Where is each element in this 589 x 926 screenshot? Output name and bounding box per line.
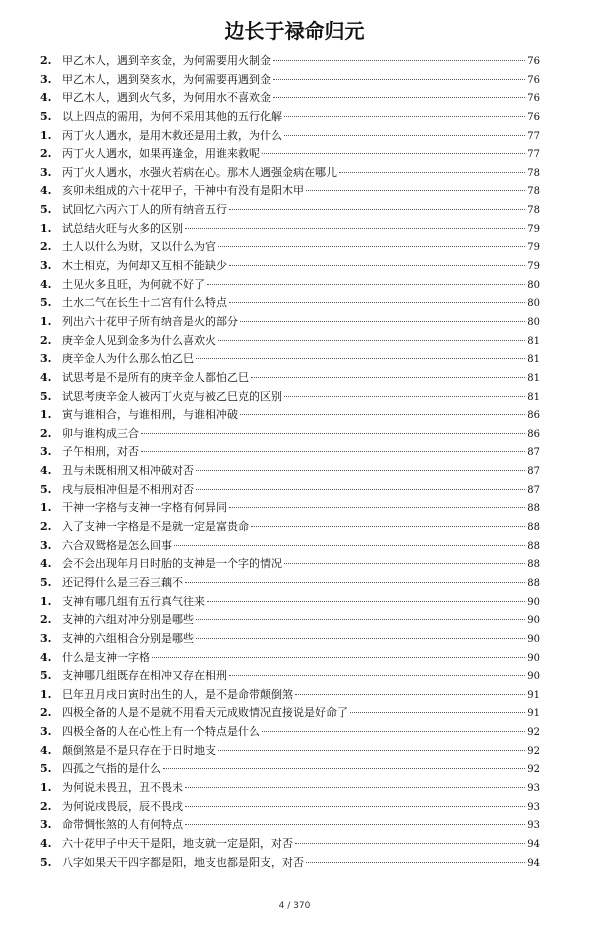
toc-entry-title: 庚辛金人为什么那么怕乙巳	[62, 352, 194, 366]
toc-entry-page: 88	[527, 522, 540, 534]
toc-entry-number: 5.	[40, 482, 52, 496]
toc-entry-title: 子午相刑，对否	[62, 445, 139, 459]
toc-entry[interactable]	[40, 388, 540, 407]
toc-entry-number: 4.	[40, 277, 52, 291]
toc-entry-page: 90	[527, 615, 540, 627]
toc-entry-page: 88	[527, 540, 540, 552]
dot-leader	[262, 731, 525, 732]
toc-entry-body	[62, 71, 540, 91]
dot-leader	[163, 768, 525, 769]
toc-entry-body	[62, 593, 540, 613]
toc-entry[interactable]	[40, 499, 540, 518]
dot-leader	[273, 97, 525, 98]
dot-leader	[262, 153, 525, 154]
toc-entry-number: 3.	[40, 352, 52, 366]
toc-entry-body	[62, 723, 540, 743]
dot-leader	[295, 694, 525, 695]
toc-entry[interactable]	[40, 52, 540, 71]
toc-entry-page: 81	[527, 372, 540, 384]
toc-entry-title: 土见火多且旺，为何就不好了	[62, 277, 205, 291]
toc-entry-page: 78	[527, 167, 540, 179]
toc-entry-number: 5.	[40, 575, 52, 589]
toc-entry-title: 土人以什么为财，又以什么为官	[62, 240, 216, 254]
toc-entry[interactable]	[40, 555, 540, 574]
toc-entry-title: 甲乙木人，遇到癸亥水，为何需要再遇到金	[62, 72, 271, 86]
toc-entry-page: 81	[527, 391, 540, 403]
toc-entry[interactable]	[40, 835, 540, 854]
table-of-contents	[40, 52, 540, 872]
toc-entry-body	[62, 779, 540, 799]
toc-entry-title: 戌与辰相冲但是不相刑对否	[62, 482, 194, 496]
toc-entry-page: 79	[527, 261, 540, 273]
toc-entry-body	[62, 649, 540, 669]
dot-leader	[284, 563, 525, 564]
dot-leader	[196, 638, 525, 639]
toc-entry-page: 94	[527, 857, 540, 869]
toc-entry-number: 4.	[40, 557, 52, 571]
toc-entry[interactable]	[40, 294, 540, 313]
dot-leader	[240, 414, 525, 415]
toc-entry-number: 3.	[40, 538, 52, 552]
toc-entry-page: 93	[527, 820, 540, 832]
toc-entry-body	[62, 611, 540, 631]
toc-entry-page: 88	[527, 559, 540, 571]
toc-entry-title: 六合双鸳格是怎么回事	[62, 538, 172, 552]
toc-entry-number: 2.	[40, 54, 52, 67]
toc-entry-page: 79	[527, 242, 540, 254]
dot-leader	[141, 433, 525, 434]
toc-entry-title: 为何说戌畏辰，辰不畏戌	[62, 799, 183, 813]
dot-leader	[350, 712, 525, 713]
toc-entry[interactable]	[40, 257, 540, 276]
toc-entry-number: 2.	[40, 147, 52, 161]
toc-entry-title: 卯与谁构成三合	[62, 426, 139, 440]
toc-entry-title: 会不会出现年月日时胎的支神是一个字的情况	[62, 557, 282, 571]
toc-entry-number: 2.	[40, 426, 52, 440]
toc-entry-number: 5.	[40, 296, 52, 310]
toc-entry-page: 81	[527, 335, 540, 347]
toc-entry-body	[62, 798, 540, 818]
toc-entry-page: 86	[527, 428, 540, 440]
toc-entry[interactable]	[40, 723, 540, 742]
toc-entry-page: 77	[527, 149, 540, 161]
toc-entry-number: 5.	[40, 389, 52, 403]
dot-leader	[284, 116, 525, 117]
toc-entry[interactable]	[40, 332, 540, 351]
toc-entry-title: 六十花甲子中天干是阳，地支就一定是阳，对否	[62, 836, 293, 850]
toc-entry[interactable]	[40, 182, 540, 201]
toc-entry-page: 92	[527, 727, 540, 739]
toc-entry-body	[62, 220, 540, 240]
toc-entry-page: 88	[527, 577, 540, 589]
toc-entry-body	[62, 145, 540, 165]
toc-entry-page: 93	[527, 801, 540, 813]
dot-leader	[273, 60, 525, 61]
toc-entry[interactable]	[40, 276, 540, 295]
toc-entry-body	[62, 350, 540, 370]
toc-entry-body	[62, 108, 540, 128]
toc-entry-page: 76	[527, 74, 540, 86]
toc-entry-body	[62, 667, 540, 687]
toc-entry-number: 1.	[40, 314, 52, 328]
toc-entry-body	[62, 443, 540, 463]
toc-entry-body	[62, 555, 540, 575]
toc-entry-page: 78	[527, 186, 540, 198]
toc-entry[interactable]	[40, 201, 540, 220]
toc-entry-body	[62, 760, 540, 780]
dot-leader	[207, 284, 525, 285]
toc-entry[interactable]	[40, 406, 540, 425]
toc-entry[interactable]	[40, 425, 540, 444]
dot-leader	[295, 843, 525, 844]
toc-entry-number: 3.	[40, 259, 52, 273]
toc-entry-title: 巳年丑月戌日寅时出生的人，是不是命带颠倒煞	[62, 687, 293, 701]
dot-leader	[141, 451, 525, 452]
toc-entry-title: 颠倒煞是不是只存在于日时地支	[62, 743, 216, 757]
toc-entry-title: 丙丁火人遇水，水强火若病在心。那木人遇强金病在哪儿	[62, 165, 337, 179]
toc-entry-page: 94	[527, 838, 540, 850]
dot-leader	[218, 340, 525, 341]
toc-entry[interactable]	[40, 71, 540, 90]
dot-leader	[196, 619, 525, 620]
toc-entry-number: 2.	[40, 333, 52, 347]
toc-entry-title: 木土相克，为何却又互相不能缺少	[62, 259, 227, 273]
toc-entry-number: 3.	[40, 631, 52, 645]
toc-entry-page: 77	[527, 130, 540, 142]
dot-leader	[174, 545, 525, 546]
toc-entry-number: 1.	[40, 128, 52, 142]
dot-leader	[185, 824, 525, 825]
toc-entry-page: 78	[527, 205, 540, 217]
toc-entry-page: 80	[527, 316, 540, 328]
dot-leader	[229, 265, 525, 266]
toc-entry-page: 90	[527, 633, 540, 645]
toc-entry-title: 土水二气在长生十二宫有什么特点	[62, 296, 227, 310]
dot-leader	[196, 358, 525, 359]
toc-entry[interactable]	[40, 593, 540, 612]
toc-entry[interactable]	[40, 649, 540, 668]
toc-entry-number: 1.	[40, 594, 52, 608]
toc-entry-body	[62, 630, 540, 650]
toc-entry-title: 支神哪几组既存在相冲又存在相刑	[62, 669, 227, 683]
dot-leader	[306, 862, 525, 863]
toc-entry[interactable]	[40, 313, 540, 332]
dot-leader	[207, 601, 525, 602]
toc-entry[interactable]	[40, 779, 540, 798]
toc-entry[interactable]	[40, 369, 540, 388]
toc-entry-body	[62, 388, 540, 408]
page-number-footer: 4 / 370	[278, 901, 311, 911]
toc-entry-number: 1.	[40, 687, 52, 701]
toc-entry[interactable]	[40, 816, 540, 835]
toc-entry-title: 试思考庚辛金人被丙丁火克与被乙巳克的区别	[62, 389, 282, 403]
toc-entry-page: 92	[527, 745, 540, 757]
toc-entry-number: 5.	[40, 855, 52, 869]
toc-entry-number: 4.	[40, 370, 52, 384]
toc-entry-number: 2.	[40, 520, 52, 534]
toc-entry-number: 2.	[40, 706, 52, 720]
toc-entry-number: 3.	[40, 165, 52, 179]
dot-leader	[218, 750, 525, 751]
dot-leader	[273, 79, 525, 80]
toc-entry-title: 丑与未既相刑又相冲破对否	[62, 464, 194, 478]
toc-entry[interactable]	[40, 481, 540, 500]
toc-entry-title: 还记得什么是三吞三藕不	[62, 575, 183, 589]
dot-leader	[185, 228, 525, 229]
toc-entry[interactable]	[40, 742, 540, 761]
toc-entry[interactable]	[40, 164, 540, 183]
toc-entry-title: 列出六十花甲子所有纳音是火的部分	[62, 314, 238, 328]
toc-entry-title: 寅与谁相合，与谁相刑，与谁相冲破	[62, 408, 238, 422]
dot-leader	[251, 377, 525, 378]
toc-entry-page: 91	[527, 708, 540, 720]
dot-leader	[229, 302, 525, 303]
toc-entry-body	[62, 499, 540, 519]
toc-entry-number: 3.	[40, 818, 52, 832]
toc-entry-body	[62, 89, 540, 109]
toc-entry-page: 91	[527, 689, 540, 701]
toc-entry-title: 四孤之气指的是什么	[62, 762, 161, 776]
toc-entry-body	[62, 127, 540, 147]
toc-entry-number: 1.	[40, 501, 52, 515]
toc-entry-page: 76	[527, 56, 540, 67]
toc-entry-body	[62, 742, 540, 762]
dot-leader	[306, 190, 525, 191]
toc-entry[interactable]	[40, 238, 540, 257]
toc-entry-title: 入了支神一字格是不是就一定是富贵命	[62, 520, 249, 534]
toc-entry-number: 4.	[40, 184, 52, 198]
toc-entry[interactable]	[40, 686, 540, 705]
toc-entry-title: 亥卯未组成的六十花甲子，干神中有没有是阳木甲	[62, 184, 304, 198]
toc-entry-title: 试回忆六丙六丁人的所有纳音五行	[62, 203, 227, 217]
toc-entry-page: 76	[527, 111, 540, 123]
toc-entry-body	[62, 425, 540, 445]
toc-entry-title: 丙丁火人遇水，如果再逢金，用谁来救呢	[62, 147, 260, 161]
toc-entry-title: 支神的六组相合分别是哪些	[62, 631, 194, 645]
toc-entry-page: 93	[527, 782, 540, 794]
toc-entry-body	[62, 686, 540, 706]
toc-entry[interactable]	[40, 127, 540, 146]
toc-entry-title: 试总结火旺与火多的区别	[62, 221, 183, 235]
toc-entry-page: 87	[527, 447, 540, 459]
toc-entry-body	[62, 313, 540, 333]
toc-entry[interactable]	[40, 537, 540, 556]
toc-entry[interactable]	[40, 145, 540, 164]
toc-entry-body	[62, 182, 540, 202]
toc-entry-body	[62, 537, 540, 557]
toc-entry[interactable]	[40, 518, 540, 537]
toc-entry-body	[62, 332, 540, 352]
toc-entry-body	[62, 164, 540, 184]
toc-entry[interactable]	[40, 611, 540, 630]
toc-entry-number: 5.	[40, 762, 52, 776]
toc-entry-page: 88	[527, 503, 540, 515]
toc-entry-number: 2.	[40, 613, 52, 627]
toc-entry-number: 3.	[40, 72, 52, 86]
dot-leader	[185, 806, 525, 807]
toc-entry[interactable]	[40, 630, 540, 649]
dot-leader	[284, 396, 525, 397]
dot-leader	[251, 526, 525, 527]
toc-entry-title: 为何说未畏丑，丑不畏未	[62, 780, 183, 794]
toc-entry-page: 76	[527, 93, 540, 105]
toc-entry-number: 3.	[40, 725, 52, 739]
toc-entry-body	[62, 835, 540, 855]
toc-entry-title: 甲乙木人，遇到辛亥金，为何需要用火制金	[62, 54, 271, 67]
toc-entry-page: 86	[527, 410, 540, 422]
toc-entry[interactable]	[40, 443, 540, 462]
toc-entry-page: 92	[527, 764, 540, 776]
toc-entry[interactable]	[40, 108, 540, 127]
toc-entry-body	[62, 257, 540, 277]
toc-entry-title: 八字如果天干四字都是阳，地支也都是阳支，对否	[62, 855, 304, 869]
toc-entry-title: 四极全备的人在心性上有一个特点是什么	[62, 725, 260, 739]
toc-entry[interactable]	[40, 462, 540, 481]
dot-leader	[185, 787, 525, 788]
toc-entry-page: 79	[527, 223, 540, 235]
toc-entry-number: 4.	[40, 464, 52, 478]
dot-leader	[218, 246, 525, 247]
toc-entry-title: 什么是支神一字格	[62, 650, 150, 664]
toc-entry-number: 1.	[40, 408, 52, 422]
toc-entry-page: 90	[527, 671, 540, 683]
toc-entry-page: 90	[527, 596, 540, 608]
dot-leader	[339, 172, 525, 173]
toc-entry-title: 支神有哪几组有五行真气往来	[62, 594, 205, 608]
toc-entry[interactable]	[40, 220, 540, 239]
toc-entry-number: 1.	[40, 780, 52, 794]
toc-entry-page: 87	[527, 484, 540, 496]
toc-entry[interactable]	[40, 854, 540, 873]
toc-entry-title: 甲乙木人，遇到火气多，为何用水不喜欢金	[62, 91, 271, 105]
toc-entry-title: 丙丁火人遇水，是用木救还是用土救，为什么	[62, 128, 282, 142]
toc-entry-title: 以上四点的需用，为何不采用其他的五行化解	[62, 109, 282, 123]
toc-entry-title: 四极全备的人是不是就不用看天元成败情况直接说是好命了	[62, 706, 348, 720]
toc-entry-title: 试思考是不是所有的庚辛金人都怕乙巳	[62, 370, 249, 384]
toc-entry-body	[62, 406, 540, 426]
dot-leader	[152, 657, 525, 658]
dot-leader	[196, 489, 525, 490]
toc-entry-body	[62, 294, 540, 314]
toc-entry[interactable]	[40, 89, 540, 108]
toc-entry-number: 5.	[40, 669, 52, 683]
toc-entry-number: 4.	[40, 650, 52, 664]
toc-entry-body	[62, 518, 540, 538]
toc-entry-body	[62, 369, 540, 389]
toc-entry-title: 支神的六组对冲分别是哪些	[62, 613, 194, 627]
toc-entry-title: 庚辛金人见到金多为什么喜欢火	[62, 333, 216, 347]
toc-entry-body	[62, 201, 540, 221]
toc-entry[interactable]	[40, 574, 540, 593]
toc-entry-title: 干神一字格与支神一字格有何异同	[62, 501, 227, 515]
dot-leader	[229, 209, 525, 210]
toc-entry[interactable]	[40, 704, 540, 723]
dot-leader	[240, 321, 525, 322]
toc-entry-number: 1.	[40, 221, 52, 235]
toc-entry-number: 3.	[40, 445, 52, 459]
dot-leader	[284, 135, 525, 136]
dot-leader	[229, 507, 525, 508]
toc-entry-body	[62, 462, 540, 482]
page-title: 边长于禄命归元	[224, 19, 365, 43]
toc-entry-title: 命带惆怅煞的人有何特点	[62, 818, 183, 832]
toc-entry-number: 4.	[40, 743, 52, 757]
toc-entry-body	[62, 574, 540, 594]
toc-entry-page: 81	[527, 354, 540, 366]
toc-entry-number: 4.	[40, 91, 52, 105]
dot-leader	[229, 675, 525, 676]
toc-entry[interactable]	[40, 667, 540, 686]
toc-entry-body	[62, 238, 540, 258]
toc-entry[interactable]	[40, 350, 540, 369]
toc-entry-number: 5.	[40, 203, 52, 217]
toc-entry-number: 5.	[40, 109, 52, 123]
toc-entry-page: 80	[527, 298, 540, 310]
toc-entry-page: 80	[527, 279, 540, 291]
toc-entry-body	[62, 276, 540, 296]
toc-entry-page: 87	[527, 466, 540, 478]
dot-leader	[185, 582, 525, 583]
toc-entry-body	[62, 52, 540, 72]
toc-entry-body	[62, 854, 540, 874]
toc-entry-page: 90	[527, 652, 540, 664]
toc-entry-body	[62, 816, 540, 836]
toc-entry-number: 2.	[40, 240, 52, 254]
toc-entry-body	[62, 481, 540, 501]
toc-entry-body	[62, 704, 540, 724]
toc-entry-number: 4.	[40, 836, 52, 850]
toc-entry[interactable]	[40, 798, 540, 817]
toc-entry-number: 2.	[40, 799, 52, 813]
dot-leader	[196, 470, 525, 471]
toc-entry[interactable]	[40, 760, 540, 779]
